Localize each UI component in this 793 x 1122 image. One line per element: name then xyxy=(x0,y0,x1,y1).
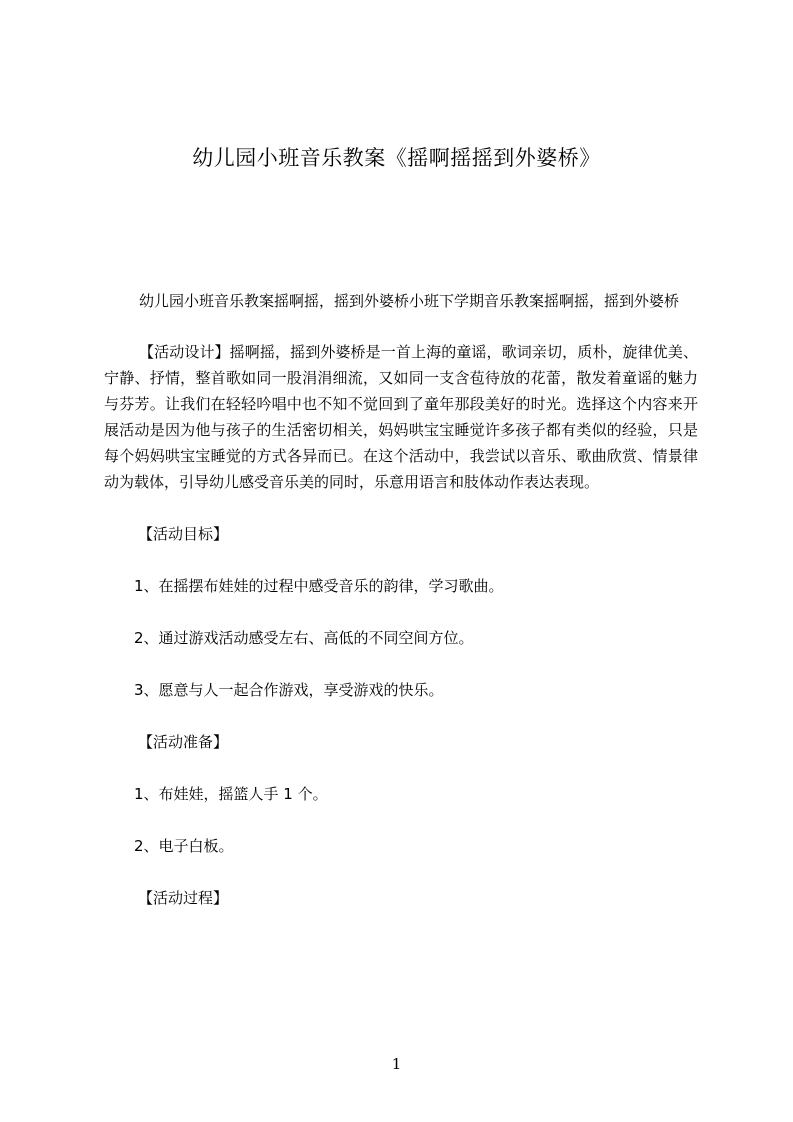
activity-design-paragraph: 【活动设计】摇啊摇，摇到外婆桥是一首上海的童谣，歌词亲切，质朴，旋律优美、宁静、抒情，整首歌如同一股涓涓细流，又如同一支含苞待放的花蕾，散发着童谣的魅力与芬芳。让我们在轻轻吟唱中也不知不觉回到了童年那段美好的时光。选择这个内容来开展活动是因为他与孩子的生活密切相关，妈妈哄宝宝睡觉许多孩子都有类似的经验，只是每个妈妈哄宝宝睡觉的方式各异而已。在这个活动中，我尝试以音乐、歌曲欣赏、情景律动为载体，引导幼儿感受音乐美的同时，乐意用语言和肢体动作表达表现。 xyxy=(104,343,698,491)
goal-item-2: 2、通过游戏活动感受左右、高低的不同空间方位。 xyxy=(134,629,474,647)
document-title: 幼儿园小班音乐教案《摇啊摇摇到外婆桥》 xyxy=(192,146,601,170)
prep-item-2: 2、电子白板。 xyxy=(134,837,234,855)
goals-heading: 【活动目标】 xyxy=(138,525,229,543)
prep-heading: 【活动准备】 xyxy=(138,733,229,751)
prep-item-1: 1、布娃娃，摇篮人手 1 个。 xyxy=(134,785,328,803)
process-heading: 【活动过程】 xyxy=(138,889,229,907)
page-number: 1 xyxy=(391,1055,402,1073)
intro-paragraph: 幼儿园小班音乐教案摇啊摇，摇到外婆桥小班下学期音乐教案摇啊摇，摇到外婆桥 xyxy=(139,292,680,310)
document-body xyxy=(104,288,698,937)
goal-item-1: 1、在摇摆布娃娃的过程中感受音乐的韵律，学习歌曲。 xyxy=(134,577,504,595)
goal-item-3: 3、愿意与人一起合作游戏，享受游戏的快乐。 xyxy=(134,681,444,699)
